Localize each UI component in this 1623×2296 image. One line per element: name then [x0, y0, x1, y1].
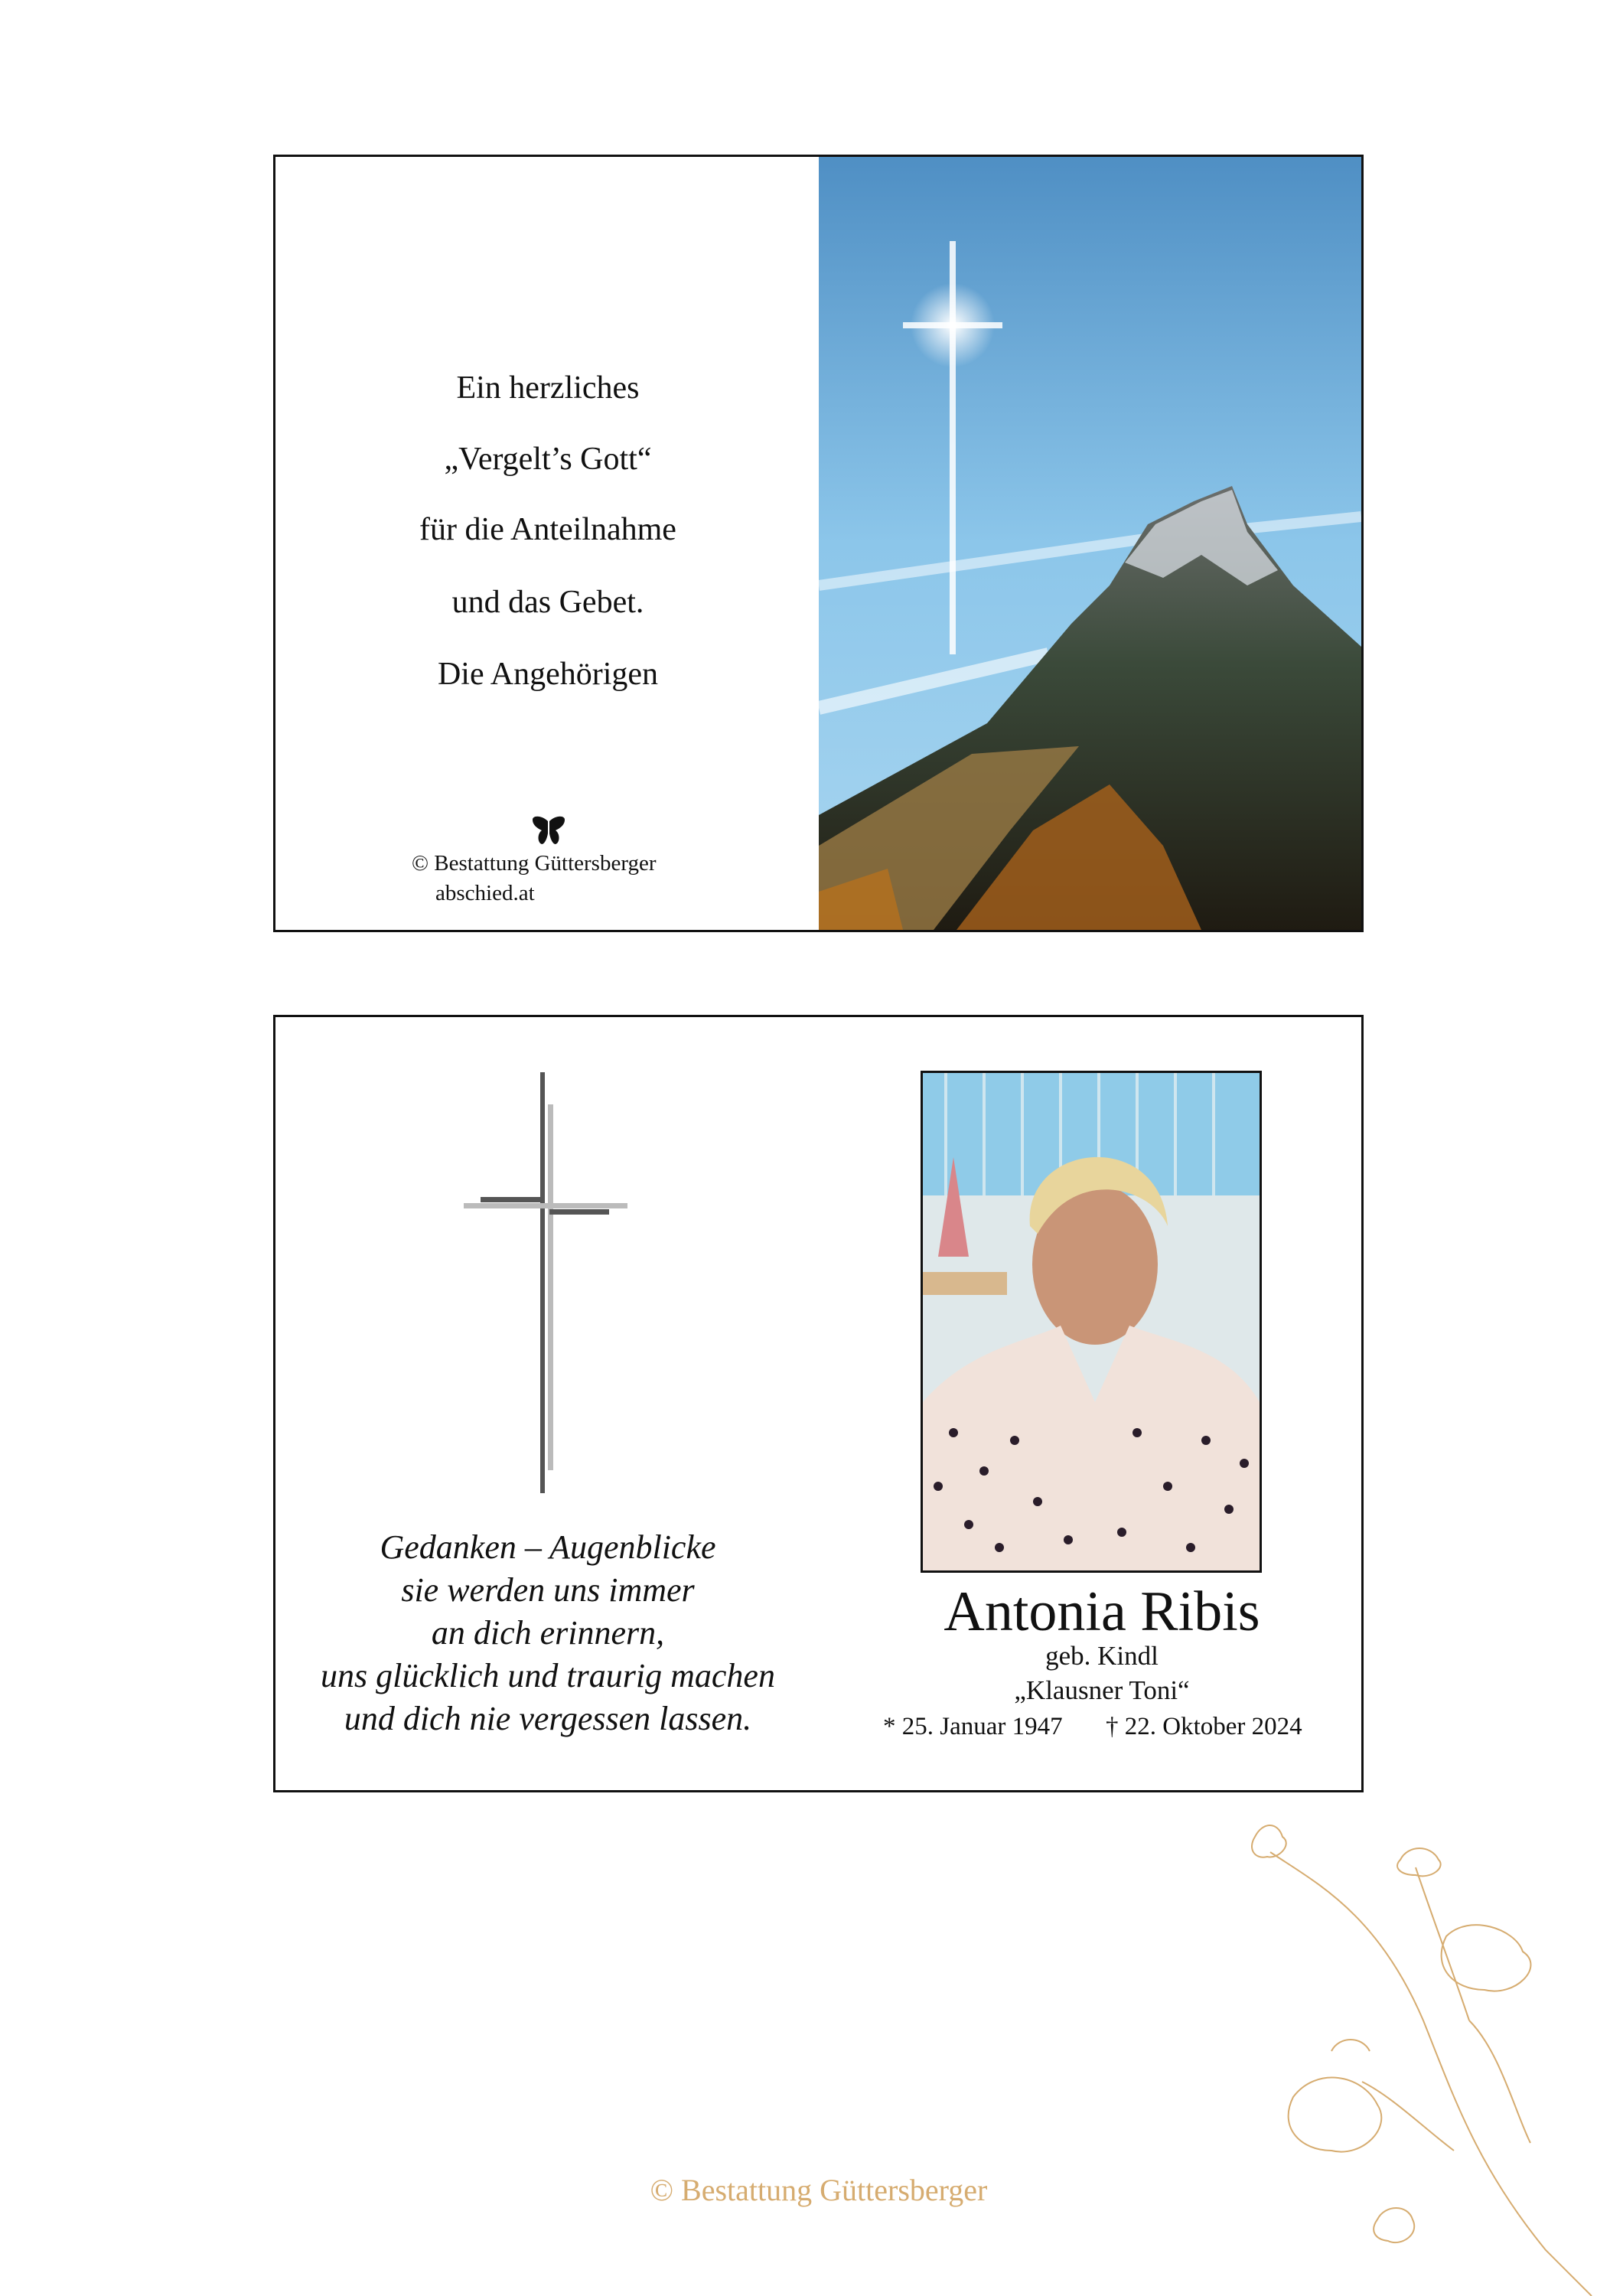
portrait-photo	[921, 1071, 1262, 1573]
mountain-cross-photo	[819, 157, 1361, 930]
floral-decoration-icon	[1224, 1821, 1623, 2296]
card-website: abschied.at	[435, 881, 535, 905]
poem-line-3: an dich erinnern,	[431, 1614, 665, 1652]
poem-line-2: sie werden uns immer	[401, 1571, 695, 1609]
poem-line-1: Gedanken – Augenblicke	[380, 1528, 716, 1566]
footer-copyright: © Bestattung Güttersberger	[650, 2173, 988, 2207]
poem-line-5: und dich nie vergessen lassen.	[344, 1700, 752, 1737]
death-date: † 22. Oktober 2024	[1106, 1713, 1302, 1740]
butterfly-icon	[531, 815, 566, 847]
thanks-signature: Die Angehörigen	[437, 657, 659, 692]
memorial-card	[273, 1015, 1364, 1792]
card-copyright: © Bestattung Güttersberger	[412, 851, 657, 876]
maiden-name: geb. Kindl	[1045, 1641, 1159, 1671]
thanks-line-2: „Vergelt’s Gott“	[444, 442, 652, 477]
thank-you-card	[273, 155, 1364, 932]
thanks-line-1: Ein herzliches	[456, 370, 640, 406]
nickname: „Klausner Toni“	[1014, 1675, 1190, 1705]
thanks-line-4: und das Gebet.	[451, 585, 644, 620]
deceased-name: Antonia Ribis	[943, 1580, 1260, 1643]
birth-date: * 25. Januar 1947	[883, 1713, 1063, 1740]
poem-line-4: uns glücklich und traurig machen	[321, 1657, 775, 1694]
thanks-line-3: für die Anteilnahme	[419, 512, 676, 547]
cross-icon	[459, 1071, 635, 1499]
